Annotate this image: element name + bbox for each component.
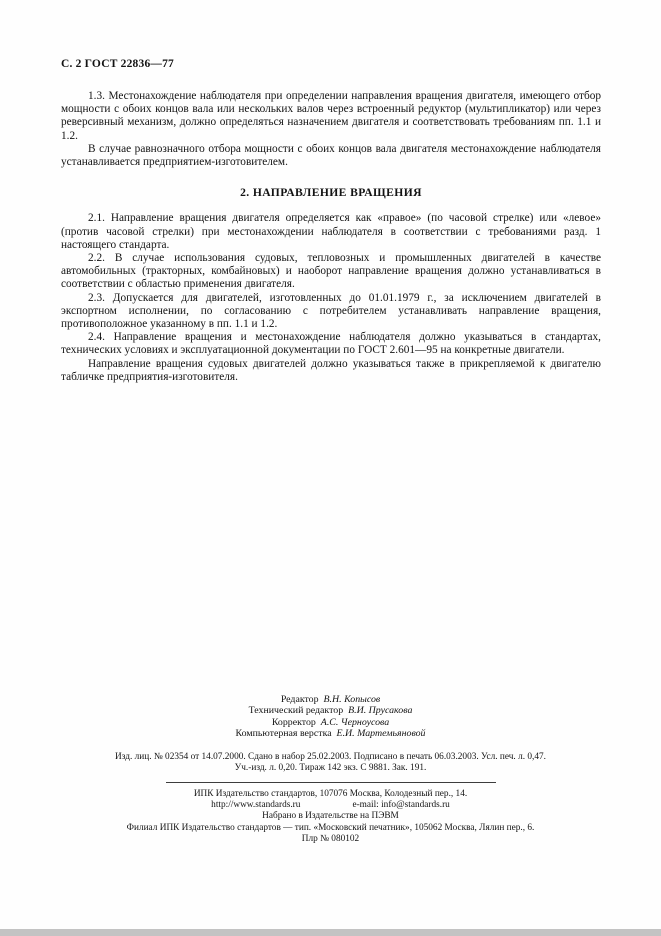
credit-role: Компьютерная верстка bbox=[235, 727, 332, 739]
publisher-contacts bbox=[0, 800, 661, 811]
paragraph-1-3-note: В случае равнозначного отбора мощности с обоих концов вала двигателя местонахождение наблюдателя устанавливается предприятием-изготовителем. bbox=[61, 142, 601, 169]
colophon-divider bbox=[166, 782, 496, 783]
print-info-block bbox=[0, 752, 661, 774]
print-info-line: Изд. лиц. № 02354 от 14.07.2000. Сдано в набор 25.02.2003. Подписано в печать 06.03.2003. Усл. печ. л. 0,47. bbox=[115, 752, 546, 763]
credit-name: В.И. Прусакова bbox=[348, 705, 413, 717]
publisher-license: Плр № 080102 bbox=[301, 834, 360, 845]
scan-edge-shadow bbox=[0, 929, 661, 936]
publisher-email[interactable]: e-mail: info@standards.ru bbox=[352, 800, 450, 810]
credit-line-corrector bbox=[0, 717, 661, 728]
publisher-address: ИПК Издательство стандартов, 107076 Москва, Колодезный пер., 14. bbox=[193, 788, 468, 799]
page-header: С. 2 ГОСТ 22836—77 bbox=[61, 58, 174, 70]
credit-name: В.Н. Копысов bbox=[323, 694, 381, 705]
credit-role: Технический редактор bbox=[248, 705, 344, 717]
paragraph-2-2: 2.2. В случае использования судовых, тепловозных и промышленных двигателей в качестве автомобильных (тракторных, комбайновых) и наоборот направление вращения должно устанавливаться в соответствии с областью применения двигателя. bbox=[61, 252, 601, 291]
publisher-block bbox=[0, 789, 661, 846]
credit-name: Е.И. Мартемьяновой bbox=[336, 727, 426, 739]
publisher-branch: Филиал ИПК Издательство стандартов — тип. «Московский печатник», 105062 Москва, Лялин пер., 6. bbox=[126, 822, 535, 833]
paragraph-2-3: 2.3. Допускается для двигателей, изготовленных до 01.01.1979 г., за исключением двигателей в экспортном исполнении, по согласованию с потребителем устанавливать направление вращения, противоположное указанному в пп. 1.1 и 1.2. bbox=[61, 291, 601, 331]
credit-role: Корректор bbox=[271, 716, 316, 728]
document-body bbox=[61, 90, 601, 384]
section-2-heading: 2. НАПРАВЛЕНИЕ ВРАЩЕНИЯ bbox=[240, 186, 422, 200]
paragraph-2-4-note: Направление вращения судовых двигателей должно указываться также в прикрепляемой к двигателю табличке предприятия-изготовителя. bbox=[61, 357, 601, 383]
publisher-url[interactable]: http://www.standards.ru bbox=[211, 800, 301, 810]
credits-block bbox=[0, 694, 661, 739]
credit-line-layout bbox=[0, 728, 661, 739]
credit-line-editor bbox=[0, 694, 661, 705]
credit-role: Редактор bbox=[280, 694, 319, 705]
print-info-line: Уч.-изд. л. 0,20. Тираж 142 экз. С 9881. Зак. 191. bbox=[234, 763, 427, 774]
credit-name: А.С. Черноусова bbox=[320, 716, 390, 728]
paragraph-1-3: 1.3. Местонахождение наблюдателя при определении направления вращения двигателя, имеющего отбор мощности с обоих концов вала или нескольких валов через встроенный редуктор (мультипликатор) или через реверсивный механизм, должно определяться назначением двигателя и соответствовать требованиям пп. 1.1 и 1.2. bbox=[61, 90, 601, 142]
paragraph-2-1: 2.1. Направление вращения двигателя определяется как «правое» (по часовой стрелке) или «левое» (против часовой стрелки) при местонахождении наблюдателя в соответствии с требованиями разд. 1 настоящего стандарта. bbox=[61, 212, 601, 251]
colophon bbox=[0, 694, 661, 846]
publisher-typeset-note: Набрано в Издательстве на ПЭВМ bbox=[262, 811, 399, 822]
paragraph-2-4: 2.4. Направление вращения и местонахождение наблюдателя должно указываться в стандартах, технических условиях и эксплуатационной документации по ГОСТ 2.601—95 на конкретные двигатели. bbox=[61, 331, 601, 357]
credit-line-technical-editor bbox=[0, 705, 661, 716]
